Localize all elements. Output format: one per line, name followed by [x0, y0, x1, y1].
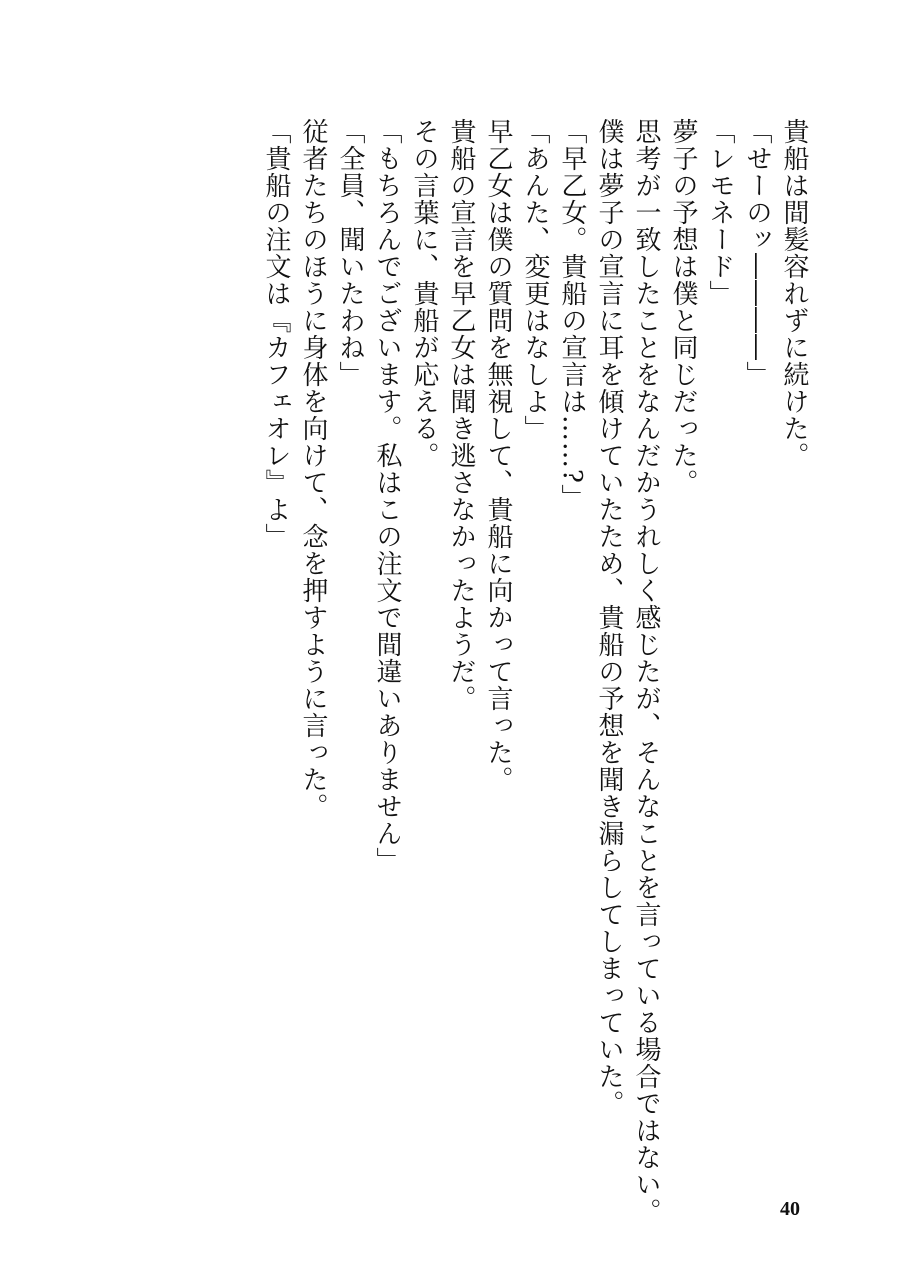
- text-line: 「全員、聞いたわね」: [335, 118, 365, 388]
- text-line: 「あんた、変更はなしよ」: [520, 118, 550, 442]
- text-line: 僕は夢子の宣言に耳を傾けていたため、貴船の予想を聞き漏らしてしまっていた。: [594, 118, 624, 1117]
- text-line: 「早乙女。貴船の宣言は……?」: [557, 118, 587, 511]
- text-line: 「もちろんでございます。私はこの注文で間違いありません」: [372, 118, 402, 874]
- text-line: 早乙女は僕の質問を無視して、貴船に向かって言った。: [483, 118, 513, 793]
- text-line: 思考が一致したことをなんだかうれしく感じたが、そんなことを言っている場合ではない。: [631, 118, 661, 1225]
- text-line: 貴船は間髪容れずに続けた。: [779, 118, 809, 469]
- text-line: 夢子の予想は僕と同じだった。: [668, 118, 698, 496]
- page-number: 40: [780, 1198, 800, 1220]
- text-line: 「せーのッ――――」: [742, 118, 772, 388]
- text-line: 「貴船の注文は『カフェオレ』よ」: [261, 118, 291, 550]
- text-line: 従者たちのほうに身体を向けて、念を押すように言った。: [298, 118, 328, 820]
- text-line: 「レモネード」: [705, 118, 735, 307]
- text-line: その言葉に、貴船が応える。: [409, 118, 439, 469]
- text-line: 貴船の宣言を早乙女は聞き逃さなかったようだ。: [446, 118, 476, 712]
